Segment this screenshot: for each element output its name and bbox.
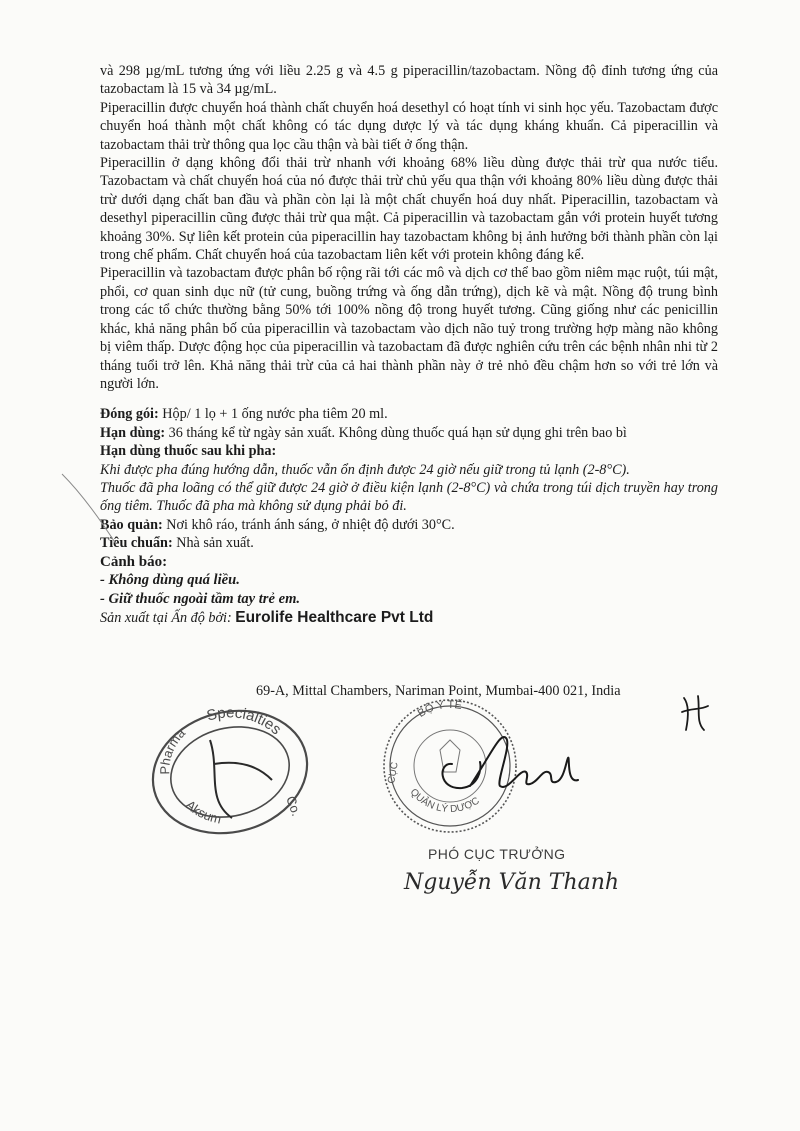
after-mixing-label: Hạn dùng thuốc sau khi pha: bbox=[100, 443, 277, 460]
svg-text:Specialties bbox=[205, 704, 284, 738]
svg-text:BỘ Y TẾ bbox=[416, 698, 463, 720]
paragraph-distribution: Piperacillin và tazobactam được phân bố rộng rãi tới các mô và dịch cơ thể bao gồm niêm mạc ruột, túi mật, phổi, cơ quan sinh dục nữ (tử cung, buồng trứng và ống dẫn trứng), dịch kẽ và mật. Nồng độ trung bình trong các tổ chức thường bằng 50% tới 100% nồng độ trong huyết tương. Cũng giống như các penicillin khác, khả năng phân bố của piperacillin và tazobactam vào dịch não tuỷ trong trường hợp màng não không bị viêm thấp. Dược động học của piperacillin và tazobactam đã được nghiên cứu trên các bệnh nhân nhi từ 2 tháng tuổi trở lên. Khả năng thải trừ của cả hai thành phần này ở trẻ nhỏ đều chậm hơn so với trẻ lớn và người lớn. bbox=[100, 265, 718, 392]
standard-value: Nhà sản xuất. bbox=[172, 535, 254, 552]
handwritten-signature bbox=[430, 722, 590, 802]
storage-line bbox=[100, 516, 718, 534]
section-spacer bbox=[100, 393, 718, 405]
document-body bbox=[100, 62, 718, 627]
stamp-left-bottom-text: Aksum bbox=[182, 797, 223, 827]
storage-value: Nơi khô ráo, tránh ánh sáng, ở nhiệt độ dưới 30°C. bbox=[162, 516, 455, 533]
seal-bottom-text: QUẢN LÝ DƯỢC bbox=[407, 786, 482, 816]
packaging-value: Hộp/ 1 lọ + 1 ống nước pha tiêm 20 ml. bbox=[158, 406, 388, 423]
standard-label: Tiêu chuẩn: bbox=[100, 535, 173, 552]
paragraph-metabolism: Piperacillin được chuyển hoá thành chất chuyển hoá desethyl có hoạt tính vi sinh học yếu. Tazobactam được chuyển hoá thành một chất không có tác dụng dược lý và tác dụng kháng khuẩn. Cả piperacillin và tazobactam thải trừ thông qua lọc cầu thận và bài tiết ở ống thận. bbox=[100, 99, 718, 153]
stamp-left-top-text: Specialties bbox=[204, 704, 285, 739]
packaging-line bbox=[100, 405, 718, 423]
packaging-label: Đóng gói: bbox=[100, 406, 159, 423]
paragraph-peak-concentration: và 298 µg/mL tương ứng với liều 2.25 g và 4.5 g piperacillin/tazobactam. Nồng độ đỉnh tương ứng của tazobactam là 15 và 34 µg/mL. bbox=[100, 63, 718, 98]
storage-label: Bảo quản: bbox=[100, 516, 163, 533]
warning-item-children: - Giữ thuốc ngoài tầm tay trẻ em. bbox=[100, 590, 301, 607]
signatory-name: Nguyễn Văn Thanh bbox=[404, 870, 620, 895]
after-mixing-line-1: Khi được pha đúng hướng dẫn, thuốc vẫn ổn định được 24 giờ nếu giữ trong tủ lạnh (2-8°C). bbox=[100, 461, 630, 478]
manufacturer-address: 69-A, Mittal Chambers, Nariman Point, Mumbai-400 021, India bbox=[256, 683, 621, 699]
margin-scribble bbox=[60, 470, 120, 550]
warning-label: Cảnh báo: bbox=[100, 553, 168, 570]
after-mixing-line-2: Thuốc đã pha loãng có thể giữ được 24 giờ ở điều kiện lạnh (2-8°C) và chứa trong túi dịch truyền hay trong ống tiêm. Thuốc đã pha mà không sử dụng phải bỏ đi. bbox=[100, 479, 718, 515]
shelf-life-label: Hạn dùng: bbox=[100, 424, 166, 441]
warning-item-overdose: - Không dùng quá liều. bbox=[100, 571, 240, 588]
shelf-life-line bbox=[100, 424, 718, 442]
signatory-title: PHÓ CỤC TRƯỞNG bbox=[428, 846, 566, 862]
shelf-life-value: 36 tháng kể từ ngày sản xuất. Không dùng thuốc quá hạn sử dụng ghi trên bao bì bbox=[165, 424, 627, 441]
paragraph-elimination: Piperacillin ở dạng không đổi thải trừ nhanh với khoảng 68% liều dùng được thải trừ qua nước tiểu. Tazobactam và chất chuyển hoá của nó được thải trừ chủ yếu qua thận với khoảng 80% liều dùng được thải trừ dưới dạng chất ban đầu và phần còn lại là một chất chuyển hoá duy nhất. Piperacillin, tazobactam và desethyl piperacillin cũng được thải trừ qua mật. Cả piperacillin và tazobactam gắn với protein huyết tương khoảng 30%. Sự liên kết protein của piperacillin hay tazobactam không bị ảnh hưởng bởi thành phần còn lại trong chế phẩm. Chất chuyển hoá của tazobactam liên kết với protein không đáng kể. bbox=[100, 155, 718, 264]
stamp-left-left-text: Pharma bbox=[157, 725, 189, 775]
company-stamp bbox=[140, 700, 320, 840]
svg-text:Aksum bbox=[183, 797, 223, 827]
seal-left-text: CỤC bbox=[386, 761, 401, 785]
margin-initials bbox=[676, 690, 716, 736]
manufacturer-line bbox=[100, 609, 718, 627]
stamp-left-right-text: Co. bbox=[283, 793, 305, 819]
manufacturer-company: Eurolife Healthcare Pvt Ltd bbox=[235, 608, 434, 626]
standard-line bbox=[100, 534, 718, 552]
seal-top-text: BỘ Y TẾ bbox=[415, 698, 463, 720]
manufacturer-prefix: Sản xuất tại Ấn độ bởi: bbox=[100, 609, 236, 626]
